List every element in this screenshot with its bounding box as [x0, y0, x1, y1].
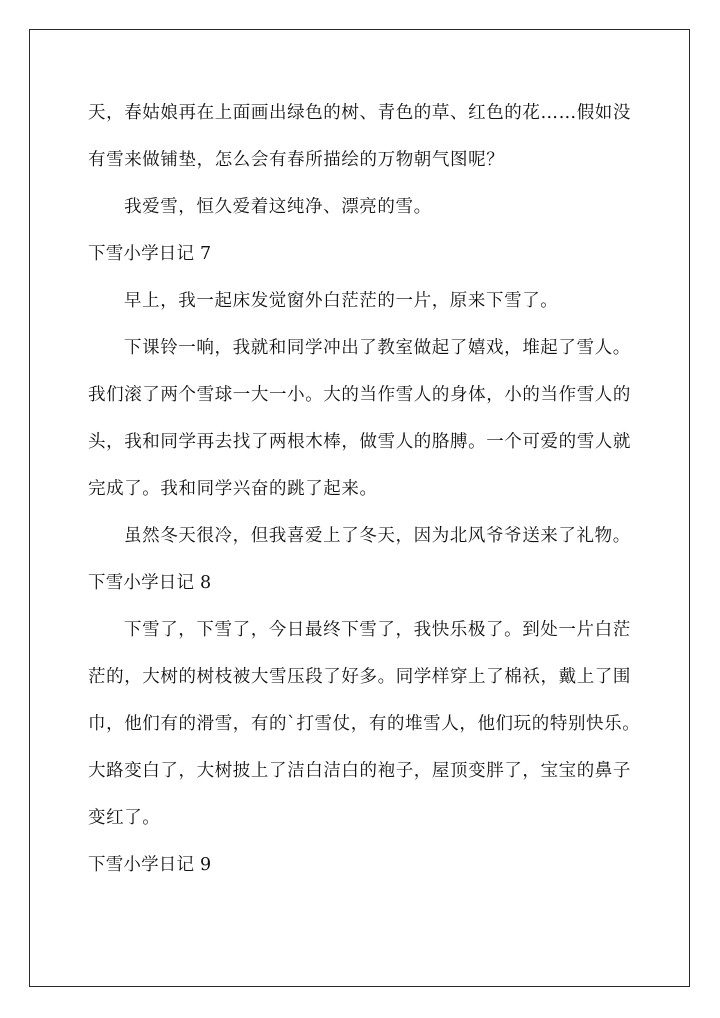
section-heading-8: 下雪小学日记 8: [88, 573, 212, 593]
text-line: 变红了。: [88, 808, 161, 828]
section-heading-9: 下雪小学日记 9: [88, 855, 212, 875]
paragraph-line: 我爱雪，恒久爱着这纯净、漂亮的雪。: [124, 197, 432, 217]
text-line: 大路变白了，大树披上了洁白洁白的袍子，屋顶变胖了，宝宝的鼻子: [88, 761, 631, 781]
text-line: 有雪来做铺垫，怎么会有春所描绘的万物朝气图呢？: [88, 150, 505, 170]
text-line: 茫的，大树的树枝被大雪压段了好多。同学样穿上了棉袄，戴上了围: [88, 667, 631, 687]
paragraph-line: 下雪了，下雪了，今日最终下雪了，我快乐极了。到处一片白茫: [124, 620, 631, 640]
paragraph-line: 下课铃一响，我就和同学冲出了教室做起了嬉戏，堆起了雪人。: [124, 338, 631, 358]
paragraph-line: 早上，我一起床发觉窗外白茫茫的一片，原来下雪了。: [124, 291, 559, 311]
text-line: 天，春姑娘再在上面画出绿色的树、青色的草、红色的花……假如没: [88, 103, 631, 123]
text-line: 我们滚了两个雪球一大一小。大的当作雪人的身体，小的当作雪人的: [88, 385, 631, 405]
text-line: 完成了。我和同学兴奋的跳了起来。: [88, 479, 378, 499]
text-line: 巾，他们有的滑雪，有的`打雪仗，有的堆雪人，他们玩的特别快乐。: [88, 714, 641, 734]
paragraph-line: 虽然冬天很冷，但我喜爱上了冬天，因为北风爷爷送来了礼物。: [124, 526, 631, 546]
section-heading-7: 下雪小学日记 7: [88, 244, 212, 264]
text-line: 头，我和同学再去找了两根木棒，做雪人的胳膊。一个可爱的雪人就: [88, 432, 631, 452]
